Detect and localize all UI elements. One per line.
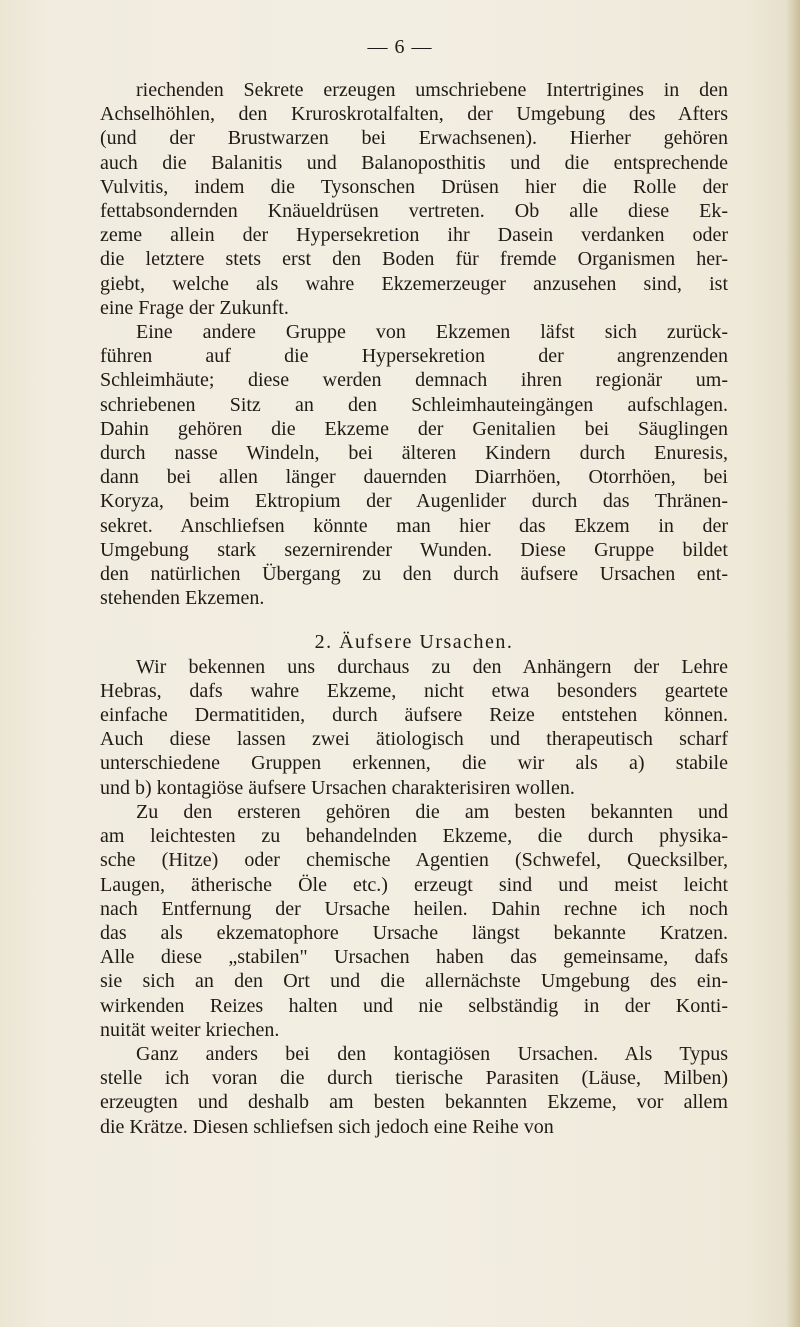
paragraph-schleimhaeute-line: Schleimhäute; diese werden demnach ihren regionär um- bbox=[100, 369, 728, 392]
paragraph-hebras-line: unterschiedene Gruppen erkennen, die wir als a) stabile bbox=[100, 752, 728, 775]
paragraph-stabile-line: sie sich an den Ort und die allernächste Umgebung des ein- bbox=[100, 970, 728, 993]
paragraph-stabile-line: nuität weiter kriechen. bbox=[100, 1018, 280, 1041]
paragraph-schleimhaeute-line: Eine andere Gruppe von Ekzemen läfst sich zurück- bbox=[136, 321, 728, 344]
paragraph-hebras-line: einfache Dermatitiden, durch äufsere Reize entstehen können. bbox=[100, 704, 728, 727]
paragraph-hebras-line: Hebras, dafs wahre Ekzeme, nicht etwa besonders geartete bbox=[100, 679, 728, 702]
paragraph-schleimhaeute-line: Koryza, beim Ektropium der Augenlider durch das Thränen- bbox=[100, 490, 728, 513]
paragraph-intertrigines-line: riechenden Sekrete erzeugen umschriebene Intertrigines in den bbox=[136, 79, 728, 101]
paragraph-schleimhaeute-line: sekret. Anschliefsen könnte man hier das Ekzem in der bbox=[100, 514, 728, 537]
section-text bbox=[100, 655, 728, 1139]
paragraph-stabile-line: am leichtesten zu behandelnden Ekzeme, die durch physika- bbox=[100, 825, 728, 848]
paragraph-intertrigines-line: auch die Balanitis und Balanoposthitis und die entsprechende bbox=[100, 151, 728, 174]
paragraph-intertrigines-line: Achselhöhlen, den Kruroskrotalfalten, der Umgebung des Afters bbox=[100, 103, 728, 126]
paragraph-stabile-line: Zu den ersteren gehören die am besten bekannten und bbox=[136, 800, 728, 823]
paragraph-stabile-line: sche (Hitze) oder chemische Agentien (Schwefel, Quecksilber, bbox=[100, 849, 728, 872]
paragraph-stabile-line: nach Entfernung der Ursache heilen. Dahin rechne ich noch bbox=[100, 897, 728, 920]
paragraph-schleimhaeute-line: dann bei allen länger dauernden Diarrhöen, Otorrhöen, bei bbox=[100, 466, 728, 489]
paragraph-intertrigines-line: Vulvitis, indem die Tysonschen Drüsen hier die Rolle der bbox=[100, 175, 728, 198]
paragraph-schleimhaeute-line: stehenden Ekzemen. bbox=[100, 587, 265, 610]
paragraph-hebras-line: und b) kontagiöse äufsere Ursachen charakterisiren wollen. bbox=[100, 776, 575, 799]
page-edge-shadow bbox=[786, 0, 800, 1327]
paragraph-kontagioese-line: erzeugten und deshalb am besten bekannten Ekzeme, vor allem bbox=[100, 1091, 728, 1114]
paragraph-stabile-line: wirkenden Reizes halten und nie selbständig in der Konti- bbox=[100, 994, 728, 1017]
paragraph-hebras-line: Auch diese lassen zwei ätiologisch und therapeutisch scharf bbox=[100, 728, 728, 751]
paragraph-intertrigines-line: die letztere stets erst den Boden für fremde Organismen her- bbox=[100, 248, 728, 271]
paragraph-schleimhaeute-line: schriebenen Sitz an den Schleimhauteingängen aufschlagen. bbox=[100, 393, 728, 416]
body-text bbox=[100, 78, 728, 1139]
paragraph-intertrigines-line: zeme allein der Hypersekretion ihr Dasein verdanken oder bbox=[100, 224, 728, 247]
paragraph-schleimhaeute-line: den natürlichen Übergang zu den durch äufsere Ursachen ent- bbox=[100, 563, 728, 586]
paragraph-intertrigines-line: fettabsondernden Knäueldrüsen vertreten. Ob alle diese Ek- bbox=[100, 200, 728, 223]
paragraph-intertrigines-line: eine Frage der Zukunft. bbox=[100, 296, 289, 319]
paragraph-stabile-line: das als ekzematophore Ursache längst bekannte Kratzen. bbox=[100, 921, 728, 944]
page-number: — 6 — bbox=[367, 36, 433, 58]
paragraph-schleimhaeute-line: Dahin gehören die Ekzeme der Genitalien bei Säuglingen bbox=[100, 417, 728, 440]
paragraph-kontagioese-line: die Krätze. Diesen schliefsen sich jedoch eine Reihe von bbox=[100, 1115, 554, 1138]
paragraph-stabile-line: Laugen, ätherische Öle etc.) erzeugt sind und meist leicht bbox=[100, 873, 728, 896]
section-heading: 2. Äufsere Ursachen. bbox=[314, 631, 514, 654]
paragraph-schleimhaeute-line: führen auf die Hypersekretion der angrenzenden bbox=[100, 345, 728, 368]
paragraph-kontagioese-line: Ganz anders bei den kontagiösen Ursachen. Als Typus bbox=[136, 1042, 728, 1065]
paragraph-hebras-line: Wir bekennen uns durchaus zu den Anhängern der Lehre bbox=[136, 655, 728, 678]
paragraph-schleimhaeute-line: Umgebung stark sezernirender Wunden. Diese Gruppe bildet bbox=[100, 538, 728, 561]
paragraph-intertrigines-line: (und der Brustwarzen bei Erwachsenen). Hierher gehören bbox=[100, 127, 728, 150]
paragraph-intertrigines-line: giebt, welche als wahre Ekzemerzeuger anzusehen sind, ist bbox=[100, 272, 728, 295]
paragraph-stabile-line: Alle diese „stabilen" Ursachen haben das gemeinsame, dafs bbox=[100, 946, 728, 969]
paragraph-schleimhaeute-line: durch nasse Windeln, bei älteren Kindern durch Enuresis, bbox=[100, 442, 728, 465]
pre-section-text bbox=[100, 78, 728, 610]
paragraph-kontagioese-line: stelle ich voran die durch tierische Parasiten (Läuse, Milben) bbox=[100, 1067, 728, 1090]
